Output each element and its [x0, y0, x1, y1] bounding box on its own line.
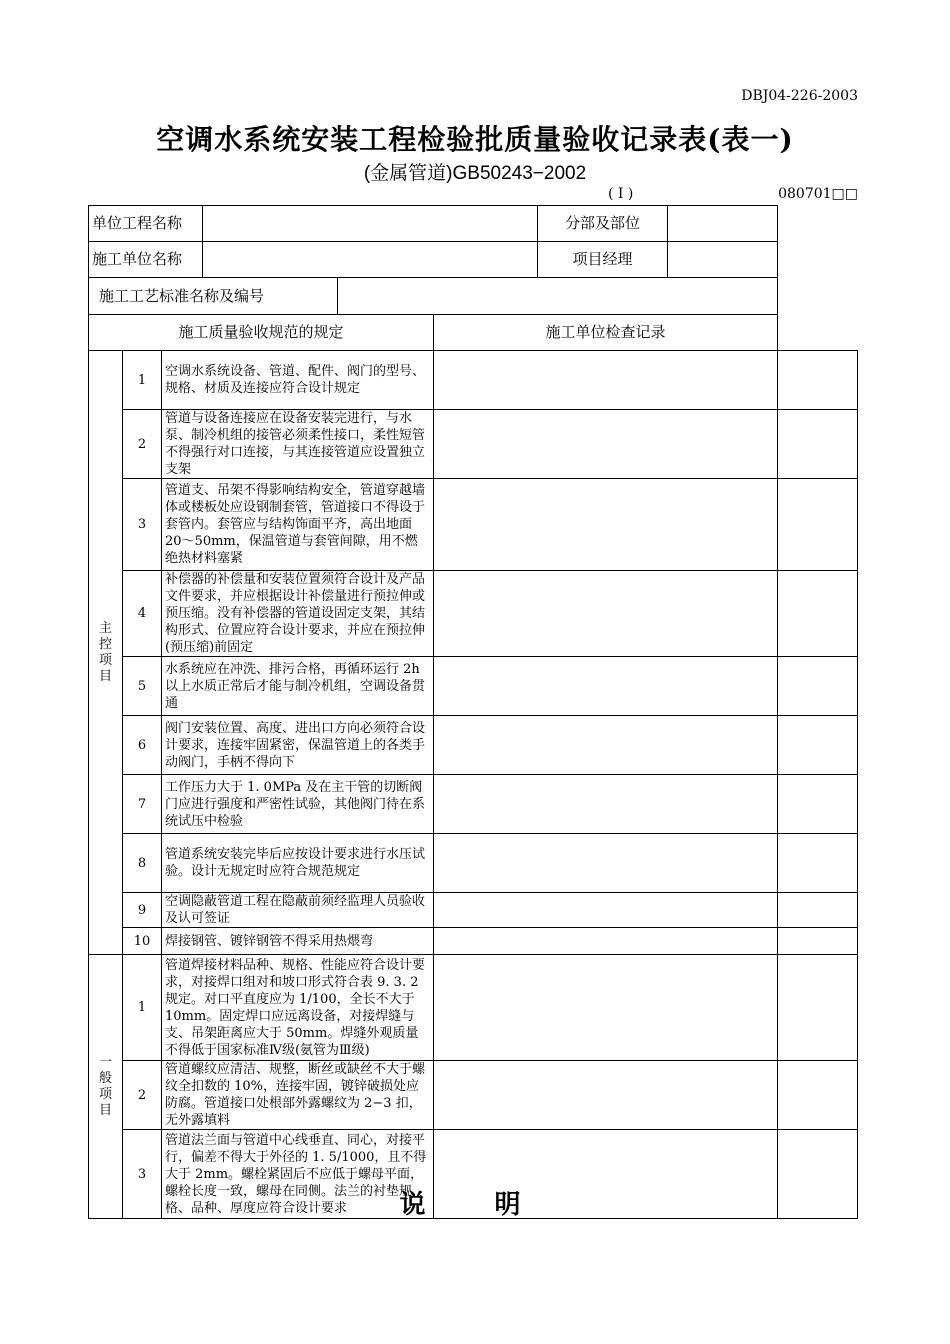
construction-unit-field[interactable]	[203, 242, 538, 278]
page-subtitle: (金属管道)GB50243−2002	[363, 163, 587, 184]
table-row	[89, 716, 858, 775]
check-record-cell[interactable]	[434, 479, 778, 571]
check-record-cell[interactable]	[434, 657, 778, 716]
check-record-cell[interactable]	[434, 716, 778, 775]
table-row	[89, 775, 858, 834]
item-number: 9	[123, 893, 162, 928]
item-text: 补偿器的补偿量和安装位置须符合设计及产品文件要求，并应根据设计补偿量进行预拉伸或预压缩。没有补偿器的管道设固定支架，其结构形式、位置应符合设计要求，并应在预拉伸(预压缩)前固定	[162, 571, 434, 657]
result-cell[interactable]	[778, 955, 858, 1061]
item-text: 阀门安装位置、高度、进出口方向必须符合设计要求，连接牢固紧密，保温管道上的各类手动阀门，手柄不得向下	[162, 716, 434, 775]
item-number: 2	[123, 410, 162, 479]
check-record-cell[interactable]	[434, 893, 778, 928]
table-row	[89, 928, 858, 955]
inspection-table	[88, 205, 858, 1219]
item-text: 管道与设备连接应在设备安装完进行，与水泵、制冷机组的接管必须柔性接口，柔性短管不得强行对口连接，与其连接管道应设置独立支架	[162, 410, 434, 479]
record-column-header: 施工单位检查记录	[434, 315, 778, 351]
volume-mark: ( I )	[608, 186, 634, 202]
result-cell[interactable]	[778, 410, 858, 479]
item-number: 7	[123, 775, 162, 834]
table-row	[89, 410, 858, 479]
item-number: 10	[123, 928, 162, 955]
info-row-2	[89, 242, 858, 278]
table-row	[89, 893, 858, 928]
table-row	[89, 834, 858, 893]
item-number: 2	[123, 1061, 162, 1130]
item-number: 4	[123, 571, 162, 657]
check-record-cell[interactable]	[434, 351, 778, 410]
table-row	[89, 351, 858, 410]
division-field[interactable]	[668, 206, 778, 242]
table-row	[89, 571, 858, 657]
check-record-cell[interactable]	[434, 955, 778, 1061]
result-cell[interactable]	[778, 351, 858, 410]
unit-project-label: 单位工程名称	[89, 206, 203, 242]
result-cell[interactable]	[778, 657, 858, 716]
spec-column-header: 施工质量验收规范的规定	[89, 315, 434, 351]
check-record-cell[interactable]	[434, 1061, 778, 1130]
column-header-row	[89, 315, 858, 351]
general-items-label: 一 般 项 目	[89, 955, 123, 1219]
item-text: 水系统应在冲洗、排污合格，再循环运行 2h 以上水质正常后才能与制冷机组，空调设备贯通	[162, 657, 434, 716]
item-number: 6	[123, 716, 162, 775]
item-text: 管道法兰面与管道中心线垂直、同心，对接平行，偏差不得大于外径的 1. 5/1000，且不得大于 2mm。螺栓紧固后不应低于螺母平面，螺栓长度一致，螺母在同侧。法兰的衬垫规格、品种、厚度应符合设计要求	[162, 1130, 434, 1219]
result-cell[interactable]	[778, 1061, 858, 1130]
standard-label: 施工工艺标准名称及编号	[89, 278, 338, 315]
check-record-cell[interactable]	[434, 571, 778, 657]
item-text: 工作压力大于 1. 0MPa 及在主干管的切断阀门应进行强度和严密性试验，其他阀门待在系统试压中检验	[162, 775, 434, 834]
table-row	[89, 1061, 858, 1130]
item-text: 管道焊接材料品种、规格、性能应符合设计要求，对接焊口组对和坡口形式符合表 9. 3. 2 规定。对口平直度应为 1/100，全长不大于 10mm。固定焊口应远离设备，对接焊缝与支、吊架距离应大于 50mm。焊缝外观质量不得低于国家标准Ⅳ级(氨管为Ⅲ级)	[162, 955, 434, 1061]
main-control-label: 主 控 项 目	[89, 351, 123, 955]
table-row	[89, 955, 858, 1061]
item-text: 焊接钢管、镀锌钢管不得采用热煨弯	[162, 928, 434, 955]
standard-field[interactable]	[338, 278, 778, 315]
item-number: 1	[123, 351, 162, 410]
result-cell[interactable]	[778, 834, 858, 893]
item-number: 1	[123, 955, 162, 1061]
unit-project-field[interactable]	[203, 206, 538, 242]
item-number: 3	[123, 1130, 162, 1219]
item-text: 管道螺纹应清洁、规整，断丝或缺丝不大于螺纹全扣数的 10%，连接牢固，镀锌破损处应防腐。管道接口处根部外露螺纹为 2−3 扣，无外露填料	[162, 1061, 434, 1130]
table-row	[89, 479, 858, 571]
item-number: 3	[123, 479, 162, 571]
item-text: 管道支、吊架不得影响结构安全，管道穿越墙体或楼板处应设钢制套管，管道接口不得设于套管内。套管应与结构饰面平齐，高出地面 20～50mm，保温管道与套管间隙，用不燃绝热材料塞紧	[162, 479, 434, 571]
result-cell[interactable]	[778, 928, 858, 955]
check-record-cell[interactable]	[434, 775, 778, 834]
result-cell[interactable]	[778, 479, 858, 571]
division-label: 分部及部位	[538, 206, 668, 242]
item-number: 8	[123, 834, 162, 893]
check-record-cell[interactable]	[434, 834, 778, 893]
result-cell[interactable]	[778, 775, 858, 834]
standard-code: DBJ04-226-2003	[741, 88, 858, 104]
construction-unit-label: 施工单位名称	[89, 242, 203, 278]
check-record-cell[interactable]	[434, 928, 778, 955]
result-cell[interactable]	[778, 571, 858, 657]
info-row-3	[89, 278, 858, 315]
item-text: 管道系统安装完毕后应按设计要求进行水压试验。设计无规定时应符合规范规定	[162, 834, 434, 893]
result-cell[interactable]	[778, 893, 858, 928]
info-row-1	[89, 206, 858, 242]
notes-heading: 说 明	[399, 1190, 551, 1220]
form-number: 080701□□	[778, 186, 858, 202]
manager-label: 项目经理	[538, 242, 668, 278]
item-text: 空调隐蔽管道工程在隐蔽前须经监理人员验收及认可签证	[162, 893, 434, 928]
page-title: 空调水系统安装工程检验批质量验收记录表(表一)	[156, 123, 794, 156]
item-number: 5	[123, 657, 162, 716]
check-record-cell[interactable]	[434, 410, 778, 479]
manager-field[interactable]	[668, 242, 778, 278]
table-row	[89, 657, 858, 716]
item-text: 空调水系统设备、管道、配件、阀门的型号、规格、材质及连接应符合设计规定	[162, 351, 434, 410]
result-cell[interactable]	[778, 716, 858, 775]
